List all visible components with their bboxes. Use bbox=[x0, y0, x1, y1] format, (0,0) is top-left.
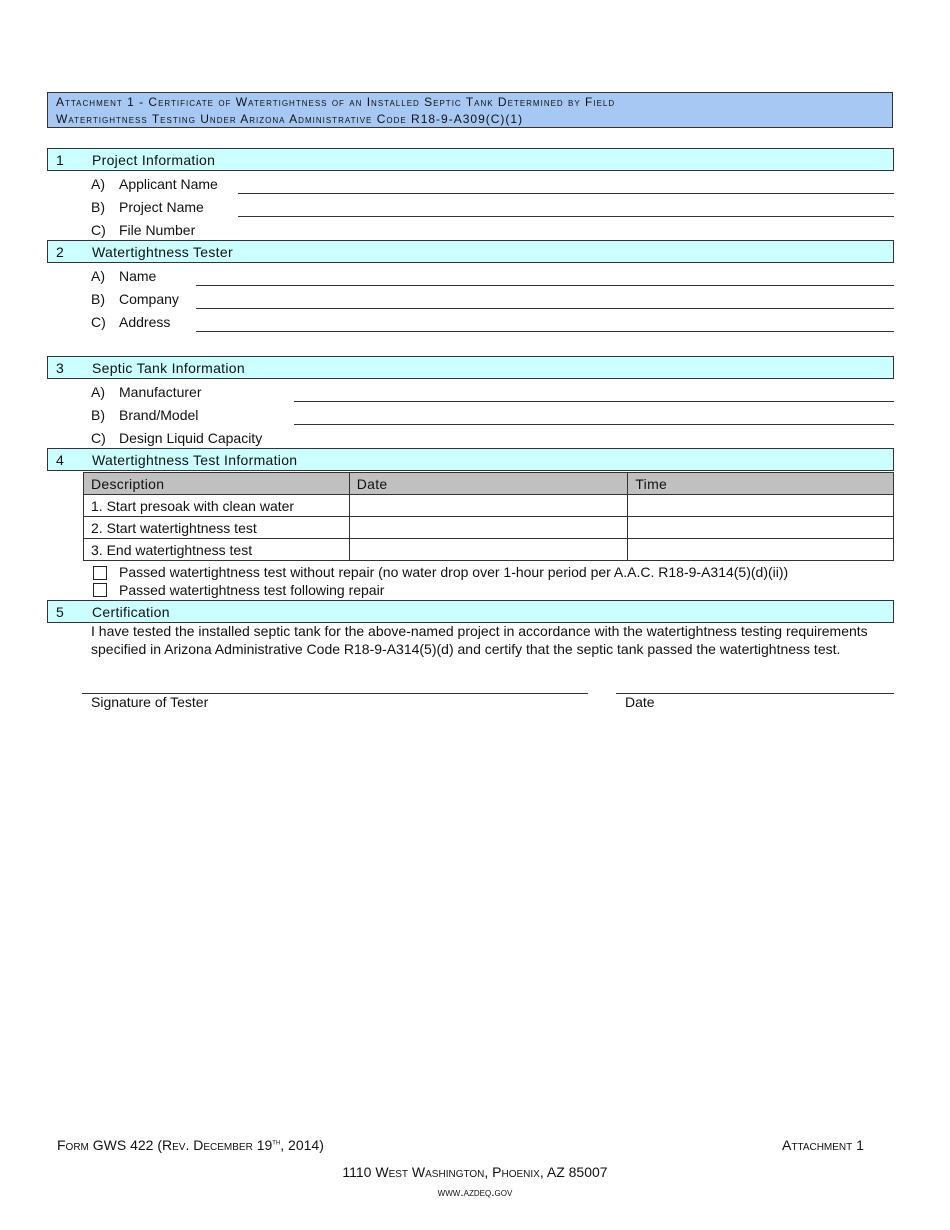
table-header-row bbox=[84, 473, 894, 495]
section-number: 1 bbox=[56, 152, 64, 168]
field-letter: A) bbox=[91, 384, 105, 400]
file-number-label: File Number bbox=[119, 222, 196, 238]
form-number-suffix: , 2014) bbox=[280, 1137, 324, 1153]
attachment-label: Attachment 1 bbox=[782, 1137, 864, 1153]
certification-statement: I have tested the installed septic tank for the above-named project in accordance with the watertightness testing requirements specified in Arizona Administrative Code R18-9-A314(5)(d) and certify that the septic tank passed the watertightness test. bbox=[91, 623, 868, 657]
start-test-time-cell[interactable] bbox=[628, 517, 894, 539]
passed-following-repair-label: Passed watertightness test following repair bbox=[119, 582, 385, 598]
brand-model-field[interactable] bbox=[294, 424, 894, 425]
tester-address-field[interactable] bbox=[196, 331, 894, 332]
section-3-header bbox=[47, 356, 894, 379]
tester-company-field[interactable] bbox=[196, 308, 894, 309]
form-number bbox=[57, 1137, 324, 1153]
presoak-date-cell[interactable] bbox=[349, 495, 628, 517]
section-number: 5 bbox=[56, 604, 64, 620]
applicant-name-label: Applicant Name bbox=[119, 176, 218, 192]
section-number: 4 bbox=[56, 452, 64, 468]
signature-label: Signature of Tester bbox=[91, 694, 209, 710]
column-header-date: Date bbox=[349, 473, 628, 495]
test-information-table bbox=[83, 472, 894, 561]
section-4-header bbox=[47, 448, 894, 471]
table-row bbox=[84, 539, 894, 561]
section-title: Certification bbox=[92, 604, 170, 620]
field-letter: A) bbox=[91, 176, 105, 192]
design-capacity-label: Design Liquid Capacity bbox=[119, 430, 263, 446]
form-title bbox=[47, 92, 893, 128]
field-letter: B) bbox=[91, 407, 105, 423]
row-description: 1. Start presoak with clean water bbox=[84, 495, 350, 517]
agency-website: www.azdeq.gov bbox=[437, 1185, 513, 1199]
section-title: Watertightness Tester bbox=[92, 244, 233, 260]
end-test-time-cell[interactable] bbox=[628, 539, 894, 561]
column-header-time: Time bbox=[628, 473, 894, 495]
field-letter: C) bbox=[91, 314, 106, 330]
section-title: Project Information bbox=[92, 152, 216, 168]
passed-without-repair-label: Passed watertightness test without repair (no water drop over 1-hour period per A.A.C. R18-9-A314(5)(d)(ii)) bbox=[119, 564, 789, 580]
field-letter: B) bbox=[91, 199, 105, 215]
form-number-prefix: Form GWS 422 (Rev. December 19 bbox=[57, 1137, 273, 1153]
project-name-field[interactable] bbox=[238, 216, 894, 217]
field-letter: A) bbox=[91, 268, 105, 284]
agency-address: 1110 West Washington, Phoenix, AZ 85007 bbox=[342, 1164, 608, 1180]
manufacturer-field[interactable] bbox=[294, 401, 894, 402]
manufacturer-label: Manufacturer bbox=[119, 384, 202, 400]
signature-date-label: Date bbox=[625, 694, 655, 710]
row-description: 2. Start watertightness test bbox=[84, 517, 350, 539]
presoak-time-cell[interactable] bbox=[628, 495, 894, 517]
applicant-name-field[interactable] bbox=[238, 193, 894, 194]
column-header-description: Description bbox=[84, 473, 350, 495]
section-5-header bbox=[47, 600, 894, 623]
section-number: 2 bbox=[56, 244, 64, 260]
form-title-line-2: Watertightness Testing Under Arizona Administrative Code R18-9-A309(C)(1) bbox=[56, 112, 524, 126]
passed-without-repair-checkbox[interactable] bbox=[93, 566, 107, 580]
section-2-header bbox=[47, 240, 894, 263]
start-test-date-cell[interactable] bbox=[349, 517, 628, 539]
signature-date-field[interactable] bbox=[616, 693, 894, 694]
field-letter: C) bbox=[91, 222, 106, 238]
section-title: Septic Tank Information bbox=[92, 360, 245, 376]
field-letter: C) bbox=[91, 430, 106, 446]
row-description: 3. End watertightness test bbox=[84, 539, 350, 561]
tester-address-label: Address bbox=[119, 314, 171, 330]
section-number: 3 bbox=[56, 360, 64, 376]
table-row bbox=[84, 517, 894, 539]
tester-company-label: Company bbox=[119, 291, 179, 307]
field-letter: B) bbox=[91, 291, 105, 307]
section-title: Watertightness Test Information bbox=[92, 452, 298, 468]
tester-name-label: Name bbox=[119, 268, 157, 284]
form-title-line-1: Attachment 1 - Certificate of Watertightness of an Installed Septic Tank Determined by Field bbox=[56, 95, 616, 109]
end-test-date-cell[interactable] bbox=[349, 539, 628, 561]
section-1-header bbox=[47, 148, 894, 171]
passed-following-repair-checkbox[interactable] bbox=[93, 583, 107, 597]
table-row bbox=[84, 495, 894, 517]
tester-name-field[interactable] bbox=[196, 285, 894, 286]
form-number-superscript: th bbox=[272, 1137, 281, 1147]
brand-model-label: Brand/Model bbox=[119, 407, 199, 423]
project-name-label: Project Name bbox=[119, 199, 204, 215]
